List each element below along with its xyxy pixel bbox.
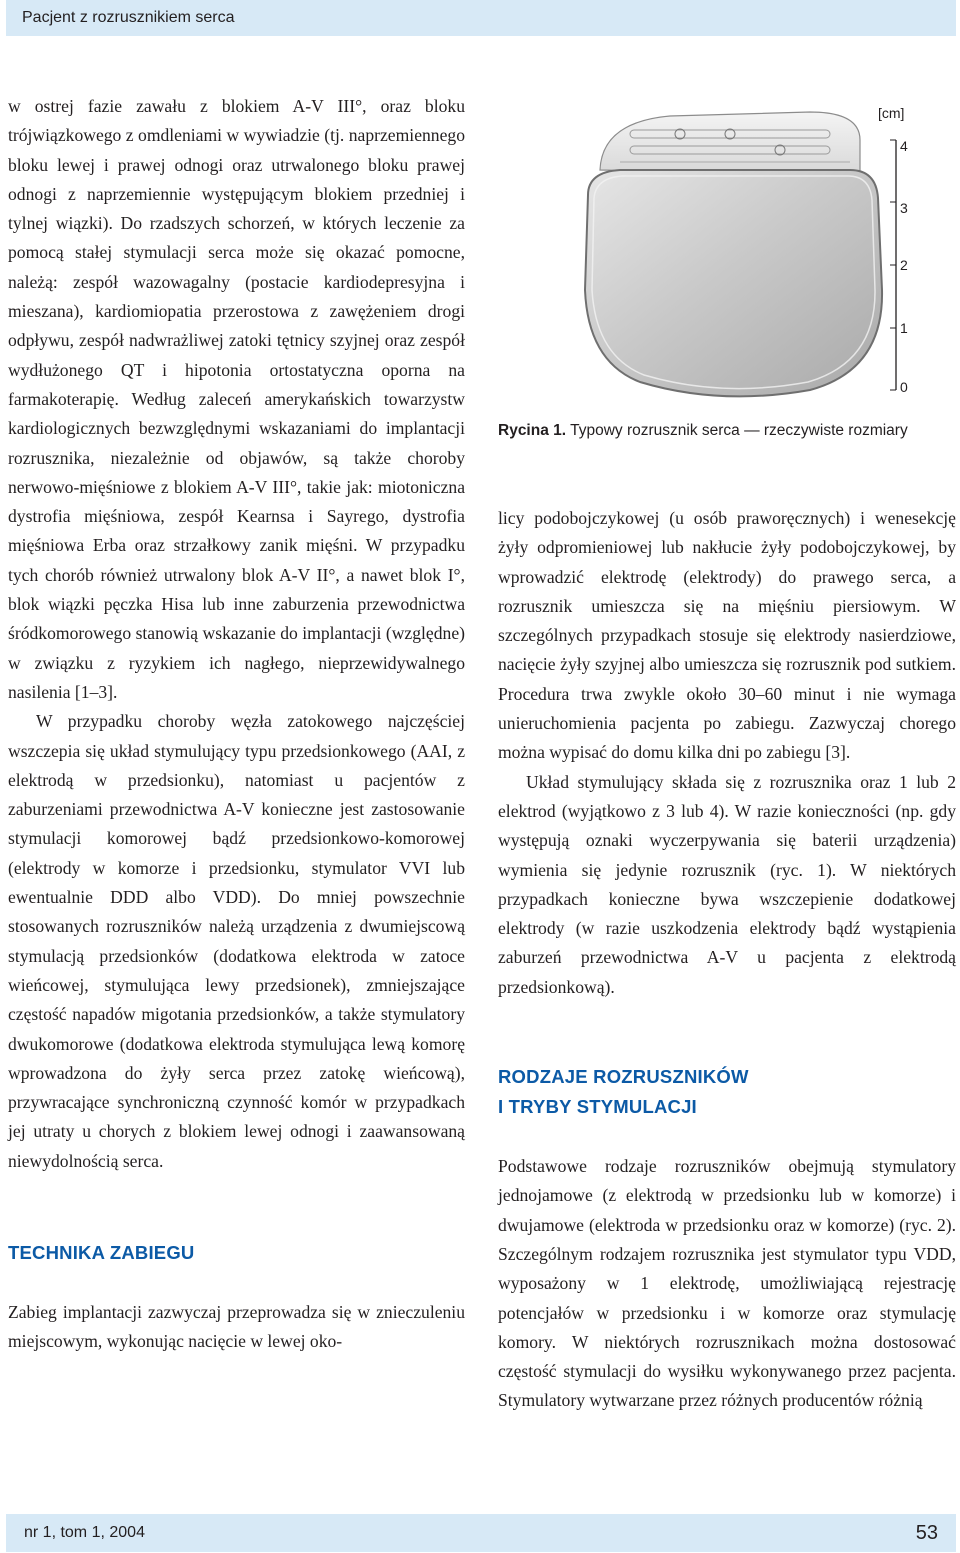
caption-label: Rycina 1. xyxy=(498,422,567,439)
paragraph-pacing-types: W przypadku choroby węzła zatokowego najczęściej wszczepia się układ stymulujący typu przedsionkowego (AAI, z elektrodą w przedsionku), natomiast u pacjentów z zaburzeniami przewodnictwa A-V konieczne jest zastosowanie stymulacji komorowej bądź przedsionkowo-komorowej (elektrody w komorze i przedsionku, stymulator VVI lub ewentualnie DDD albo VDD). Do mniej powszechnie stosowanych rozruszników należą urządzenia z dwumiejscową stymulacją przedsionków (dodatkowa elektroda w zatoce wieńcowej, stymulująca lewy przedsionek), zmniejszające częstość napadów migotania przedsionków, a także stymulatory dwukomorowe (dodatkowa elektroda stymulująca lewą komorę wprowadzona do żyły serca przez zatokę wieńcową), przywracające synchroniczną czynność komór w przypadkach jej utraty u chorych z blokiem lewej odnogi i zaawansowaną niewydolnością serca. xyxy=(8,711,465,1171)
pacemaker-figure xyxy=(560,100,960,420)
figure-caption xyxy=(498,420,948,442)
scale-tick-0: 0 xyxy=(900,379,908,395)
section-heading-types-line1: RODZAJE ROZRUSZNIKÓW xyxy=(498,1066,749,1088)
section-heading-technique: TECHNIKA ZABIEGU xyxy=(8,1241,195,1263)
scale-tick-2: 2 xyxy=(900,257,908,273)
paragraph-technique-start: Zabieg implantacji zazwyczaj przeprowadza się w znieczuleniu miejscowym, wykonując nacięcie w lewej oko- xyxy=(8,1301,465,1352)
scale-tick-1: 1 xyxy=(900,320,908,336)
scale-unit-label: [cm] xyxy=(878,105,905,121)
running-header xyxy=(6,0,956,36)
journal-issue: nr 1, tom 1, 2004 xyxy=(24,1524,145,1541)
section-heading-types xyxy=(498,1062,956,1122)
paragraph-technique-cont: licy podobojczykowej (u osób praworęcznych) i wenesekcję żyły odpromieniowej lub nakłucie żyły podobojczykowej, by wprowadzić elektrodę (elektrody) do prawego serca, a rozrusznik umieszcza się na mięśniu piersiowym. W szczególnych przypadkach stosuje się elektrody nasierdziowe, nacięcie żyły szyjnej albo umieszcza się rozrusznik pod sutkiem. Procedura trwa zwykle około 30–60 minut i nie wymaga unieruchomienia pacjenta po zabiegu. Zazwyczaj chorego można wypisać do domu kilka dni po zabiegu [3]. xyxy=(498,508,956,763)
scale-tick-3: 3 xyxy=(900,200,908,216)
right-column xyxy=(498,504,956,1416)
running-title: Pacjent z rozrusznikiem serca xyxy=(22,9,235,26)
left-column xyxy=(8,92,465,1357)
pacemaker-illustration xyxy=(560,100,960,420)
paragraph-indications: w ostrej fazie zawału z blokiem A-V III°, oraz bloku trójwiązkowego z omdleniami w wywiadzie (tj. naprzemiennego bloku lewej i prawej odnogi oraz utrwalonego bloku prawej odnogi z naprzemiennie występującym blokiem przedniej i tylnej wiązki). Do rzadszych schorzeń, w których leczenie za pomocą stałej stymulacji serca może się okazać pomocne, należą: zespół wazowagalny (postacie kardiodepresyjna i mieszana), kardiomiopatia przerostowa z zawężeniem drogi odpływu, zespół nadwrażliwej zatoki tętnicy szyjnej oraz zespół wydłużonego QT i hipotonia ortostatyczna oporna na farmakoterapię. Według zaleceń amerykańskich towarzystw kardiologicznych bezwzględnymi wskazaniami do implantacji rozrusznika, niezależnie od objawów, są także choroby nerwowo-mięśniowe z blokiem A-V III°, takie jak: miotoniczna dystrofia mięśniowa, zespół Kearnsa i Sayrego, dystrofia mięśniowa Erba oraz strzałkowy zanik mięśni. W przypadku tych chorób również utrwalony blok A-V II°, a nawet blok I°, blok wiązki pęczka Hisa lub inne zaburzenia przewodnictwa śródkomorowego stanowią wskazanie do implantacji (względne) w związku z ryzykiem ich nagłego, nieprzewidywalnego nasilenia [1–3]. xyxy=(8,96,465,702)
section-heading-types-line2: I TRYBY STYMULACJI xyxy=(498,1096,697,1118)
paragraph-system-components: Układ stymulujący składa się z rozrusznika oraz 1 lub 2 elektrod (wyjątkowo z 3 lub 4). W razie konieczności (np. gdy występują oznaki wyczerpywania się baterii urządzenia) wymienia się jedynie rozrusznik (ryc. 1). W niektórych przypadkach konieczne bywa wszczepienie dodatkowej elektrody (w razie uszkodzenia elektrody bądź wystąpienia zaburzeń przewodnictwa A-V u pacjenta z elektrodą przedsionkową). xyxy=(498,771,956,997)
page-number: 53 xyxy=(915,1521,938,1544)
paragraph-pacemaker-types: Podstawowe rodzaje rozruszników obejmują stymulatory jednojamowe (z elektrodą w przedsionku lub w komorze) i dwujamowe (elektroda w przedsionku oraz w komorze) (ryc. 2). Szczególnym rodzajem rozrusznika jest stymulator typu VDD, wyposażony w 1 elektrodę, umożliwiającą rejestrację potencjałów w przedsionku i w komorze oraz stymulację komory. W niektórych rozrusznikach można dostosować częstość stymulacji do wysiłku wykonywanego przez pacjenta. Stymulatory wytwarzane przez różnych producentów różnią xyxy=(498,1156,956,1411)
page-footer xyxy=(6,1514,956,1552)
scale-tick-4: 4 xyxy=(900,138,908,154)
caption-text: Typowy rozrusznik serca — rzeczywiste rozmiary xyxy=(570,422,908,439)
